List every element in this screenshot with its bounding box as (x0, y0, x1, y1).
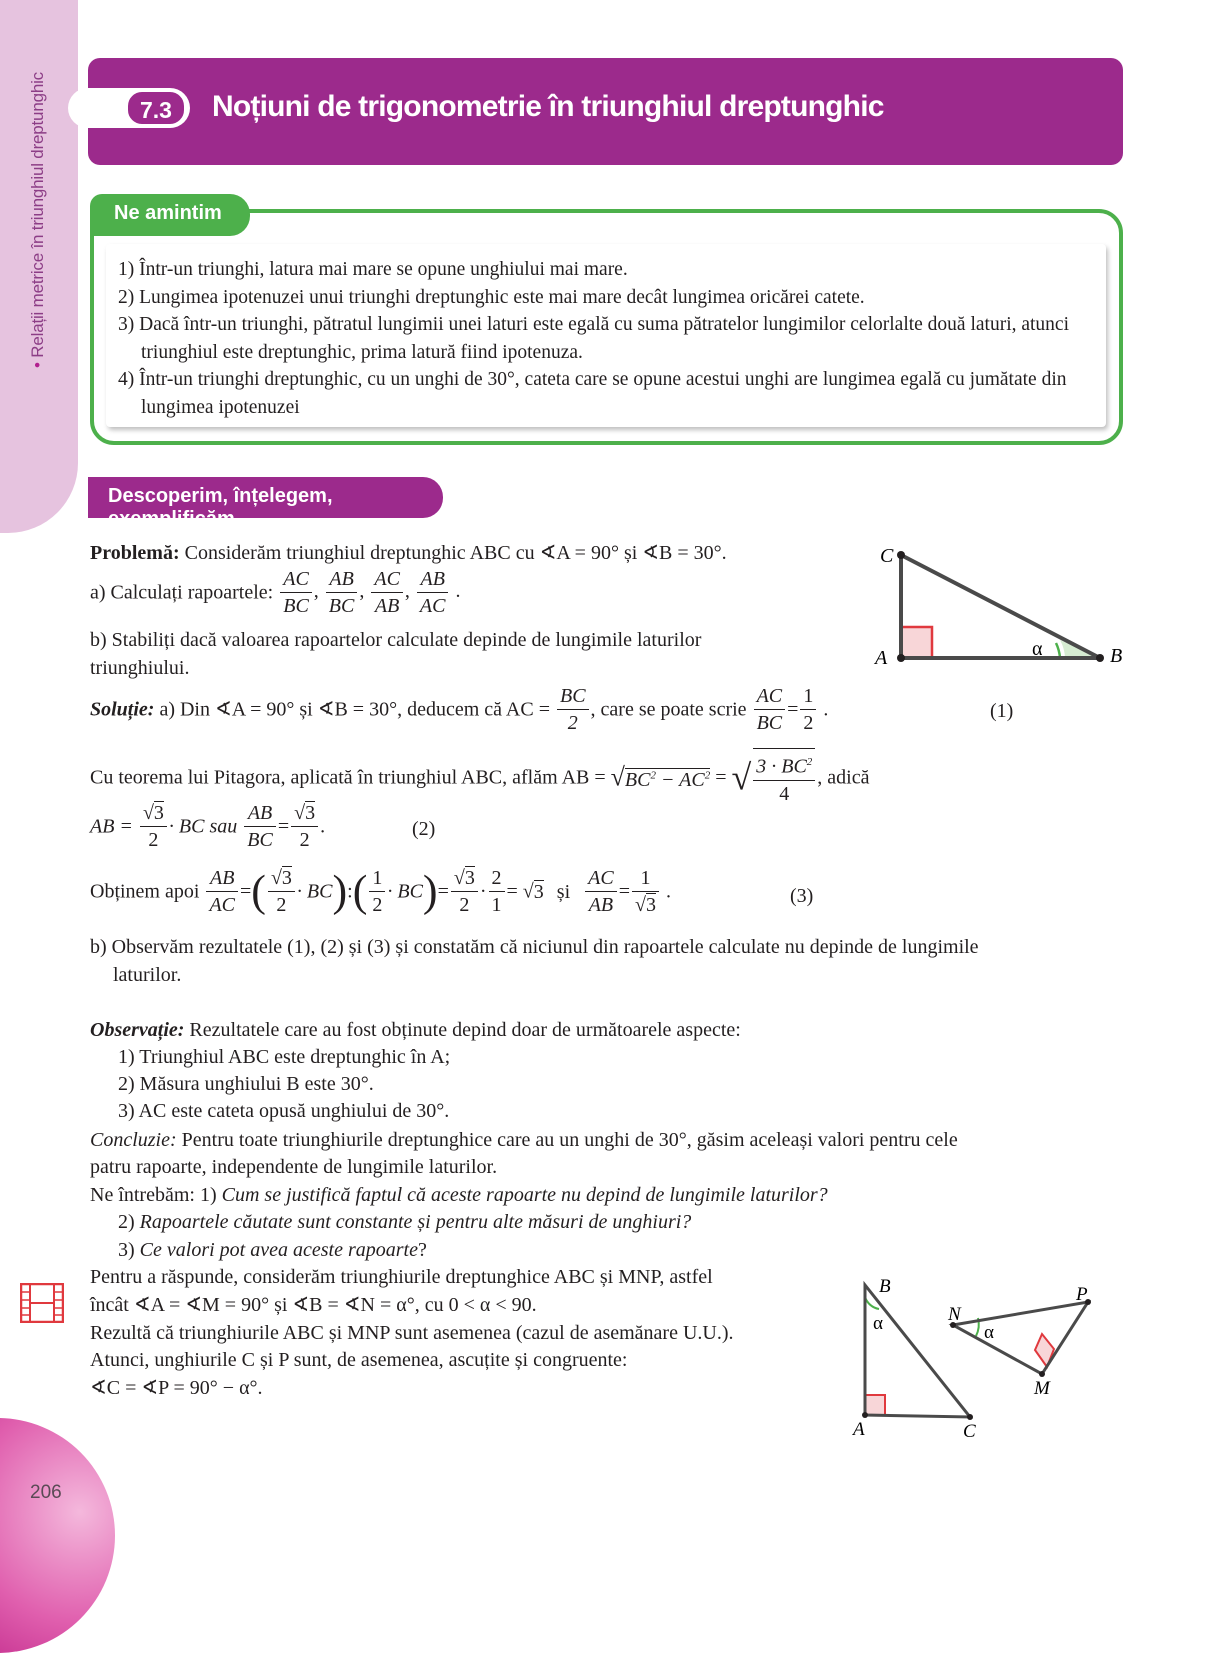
conclusion-text-1: Pentru toate triunghiurile dreptunghice care au un unghi de 30°, găsim aceleași valori pentru cele (181, 1129, 958, 1151)
equation-number-1: (1) (990, 700, 1014, 722)
answer-line-2: încât ∢A = ∢M = 90° și ∢B = ∢N = α°, cu 0 < α < 90. (90, 1294, 537, 1316)
remember-item: 1) Într-un triunghi, latura mai mare se opune unghiului mai mare. (118, 259, 628, 280)
question-3-text: Ce valori pot avea aceste rapoarte (139, 1239, 418, 1261)
solution-line-1: Soluție: a) Din ∢A = 90° și ∢B = 30°, deducem că AC = $\frac{BC}{2}$ , care se poate scrie $\frac{AC}{BC}$ = $\frac{1}{2}$ . (90, 685, 829, 734)
label-c-2: C (963, 1421, 976, 1440)
triangle-figure-mnp (940, 1280, 1120, 1405)
question-2-number: 2) (118, 1211, 135, 1233)
observation-label: Observație: (90, 1019, 185, 1041)
label-p: P (1076, 1284, 1088, 1305)
ratio-ac-ab: $\frac{AC}{AB}$ (371, 566, 403, 619)
solution-text-3b: · BC sau (168, 815, 238, 838)
observation-text: Rezultatele care au fost obținute depind doar de următoarele aspecte: (189, 1019, 741, 1041)
observation (90, 1018, 741, 1042)
remember-item: 2) Lungimea ipotenuzei unui triunghi dreptunghic este mai mare decât lungimea oricărei catete. (118, 286, 865, 308)
ratio-ac-bc: $\frac{AC}{BC}$ (280, 566, 312, 619)
solution-text-1a: a) Din ∢A = 90° și ∢B = 30°, deducem că AC = (159, 698, 550, 721)
equation-number-2: (2) (412, 818, 436, 840)
label-c: C (880, 545, 894, 567)
remember-tab (90, 194, 250, 236)
problem-statement (90, 541, 727, 565)
problem-part-b-2: triunghiului. (90, 657, 190, 679)
question-3-number: 3) (118, 1239, 135, 1261)
fraction-bc-2: $\frac{BC}{2}$ (557, 683, 589, 736)
solution-line-3: AB = $\frac{√3}{2}$ · BC sau $\frac{AB}{BC}$ = $\frac{√3}{2}$ . (90, 802, 326, 851)
fraction-ab-ac: $\frac{AB}{AC}$ (206, 865, 238, 918)
label-alpha: α (1032, 638, 1043, 660)
answer-line-3: Rezultă că triunghiurile ABC și MNP sunt asemenea (cazul de asemănare U.U.). (90, 1322, 734, 1344)
problem-label: Problemă: (90, 542, 180, 564)
solution-text-1b: , care se poate scrie (590, 698, 747, 721)
conclusion-label: Concluzie: (90, 1129, 177, 1151)
discover-tab (88, 477, 443, 530)
question-3-end: ? (417, 1239, 427, 1261)
question-1-text: Cum se justifică faptul că aceste rapoarte nu depind de lungimile laturilor? (221, 1184, 828, 1206)
fraction-ab-bc: $\frac{AB}{BC}$ (244, 800, 276, 853)
fraction-3bc2-4: $\frac{3 \cdot BC^2}{4}$ (753, 748, 815, 807)
question-intro: Ne întrebăm: 1) (90, 1184, 217, 1206)
question-2 (118, 1210, 691, 1234)
solution-text-4a: Obținem apoi (90, 880, 200, 903)
solution-label: Soluție: (90, 698, 155, 721)
fraction-1-sqrt3: $\frac{1}{√3}$ (632, 865, 659, 918)
remember-label: Ne amintim (114, 202, 222, 224)
label-a: A (875, 647, 888, 669)
equation-number-3: (3) (790, 885, 814, 907)
fraction-ac-bc: $\frac{AC}{BC}$ (754, 683, 786, 736)
ratio-ab-bc: $\frac{AB}{BC}$ (326, 566, 358, 619)
label-alpha-3: α (984, 1322, 994, 1343)
page-corner-decoration (0, 1418, 115, 1653)
solution-text-4b: și (556, 880, 571, 903)
fraction-sqrt3-2-b: $\frac{√3}{2}$ (291, 800, 318, 853)
fraction-2-1: $\frac{2}{1}$ (489, 865, 505, 918)
answer-line-1: Pentru a răspunde, considerăm triunghiurile dreptunghice ABC și MNP, astfel (90, 1266, 713, 1288)
solution-text-2b: , adică (817, 766, 870, 789)
section-title: Noțiuni de trigonometrie în triunghiul dreptunghic (212, 90, 884, 123)
solution-line-2: Cu teorema lui Pitagora, aplicată în triunghiul ABC, aflăm AB = $√BC^2 - AC^2$ = √ $\frac{3 \cdot BC^2}{4}$ , adică (90, 748, 869, 808)
fraction-sqrt3-2: $\frac{√3}{2}$ (140, 800, 167, 853)
label-b-2: B (879, 1276, 891, 1297)
solution-line-4: Obținem apoi $\frac{AB}{AC}$ =( $\frac{√3}{2}$ · BC):( $\frac{1}{2}$ · BC)= $\frac{√3}{2}$ · $\frac{2}{1}$ = √3 și $\frac{AC}{AB}$ = $\frac{1}{√3}$ . (90, 866, 671, 916)
label-a-2: A (853, 1419, 865, 1440)
solution-text-3a: AB = (90, 815, 133, 838)
label-m: M (1034, 1378, 1050, 1399)
fraction-1-2: $\frac{1}{2}$ (800, 683, 816, 736)
fraction-sqrt3-2-c: $\frac{√3}{2}$ (268, 865, 295, 918)
solution-b-line-1: b) Observăm rezultatele (1), (2) și (3) și constatăm că niciunul din rapoartele calculate nu depinde de lungimile (90, 936, 979, 958)
observation-item: 3) AC este cateta opusă unghiului de 30°. (118, 1100, 450, 1122)
discover-label: Descoperim, înțelegem, exemplificăm (108, 485, 333, 530)
page-number: 206 (30, 1482, 62, 1503)
fraction-ac-ab: $\frac{AC}{AB}$ (585, 865, 617, 918)
fraction-1-2-b: $\frac{1}{2}$ (369, 865, 385, 918)
triangle-figure-abc (870, 540, 1130, 675)
question-2-text: Rapoartele căutate sunt constante și pentru alte măsuri de unghiuri? (139, 1211, 692, 1233)
observation-item: 2) Măsura unghiului B este 30°. (118, 1073, 374, 1095)
question-3 (118, 1238, 427, 1262)
fraction-sqrt3-2-d: $\frac{√3}{2}$ (451, 865, 478, 918)
label-n: N (948, 1304, 961, 1325)
solution-text-2a: Cu teorema lui Pitagora, aplicată în triunghiul ABC, aflăm AB = (90, 766, 606, 789)
remember-item: 3) Dacă într-un triunghi, pătratul lungimii unei laturi este egală cu suma pătratelor lungimilor celorlalte două laturi, atunci triunghiul este dreptunghic, prima latură fiind ipotenuza. (118, 314, 1070, 363)
label-alpha-2: α (873, 1313, 883, 1334)
remember-item: 4) Într-un triunghi dreptunghic, cu un unghi de 30°, cateta care se opune acestui unghi are lungimea egală cu jumătate din lungimea ipotenuzei (118, 369, 1067, 418)
film-icon (20, 1283, 64, 1323)
question-1 (90, 1183, 828, 1207)
label-b: B (1110, 645, 1123, 667)
conclusion-text-2: patru rapoarte, independente de lungimile laturilor. (90, 1156, 498, 1178)
answer-line-4: Atunci, unghiurile C și P sunt, de asemenea, ascuțite și congruente: (90, 1349, 628, 1371)
answer-line-5: ∢C = ∢P = 90° − α°. (90, 1377, 263, 1399)
section-number: 7.3 (126, 90, 186, 126)
problem-part-b: b) Stabiliți dacă valoarea rapoartelor calculate depinde de lungimile laturilor (90, 629, 702, 651)
problem-text: Considerăm triunghiul dreptunghic ABC cu ∢A = 90° și ∢B = 30°. (184, 542, 727, 564)
ratio-ab-ac: $\frac{AB}{AC}$ (417, 566, 449, 619)
problem-part-a: a) Calculați rapoartele: $\frac{AC}{BC}$ , $\frac{AB}{BC}$ , $\frac{AC}{AB}$ , $\frac{AB}{AC}$ . (90, 568, 461, 617)
problem-a-label: a) Calculați rapoartele: (90, 581, 274, 604)
side-running-header: • Relații metrice în triunghiul dreptunghic (28, 72, 47, 368)
conclusion (90, 1128, 958, 1152)
observation-item: 1) Triunghiul ABC este dreptunghic în A; (118, 1046, 451, 1068)
remember-list (118, 256, 1108, 421)
solution-b-line-2: laturilor. (113, 964, 182, 986)
